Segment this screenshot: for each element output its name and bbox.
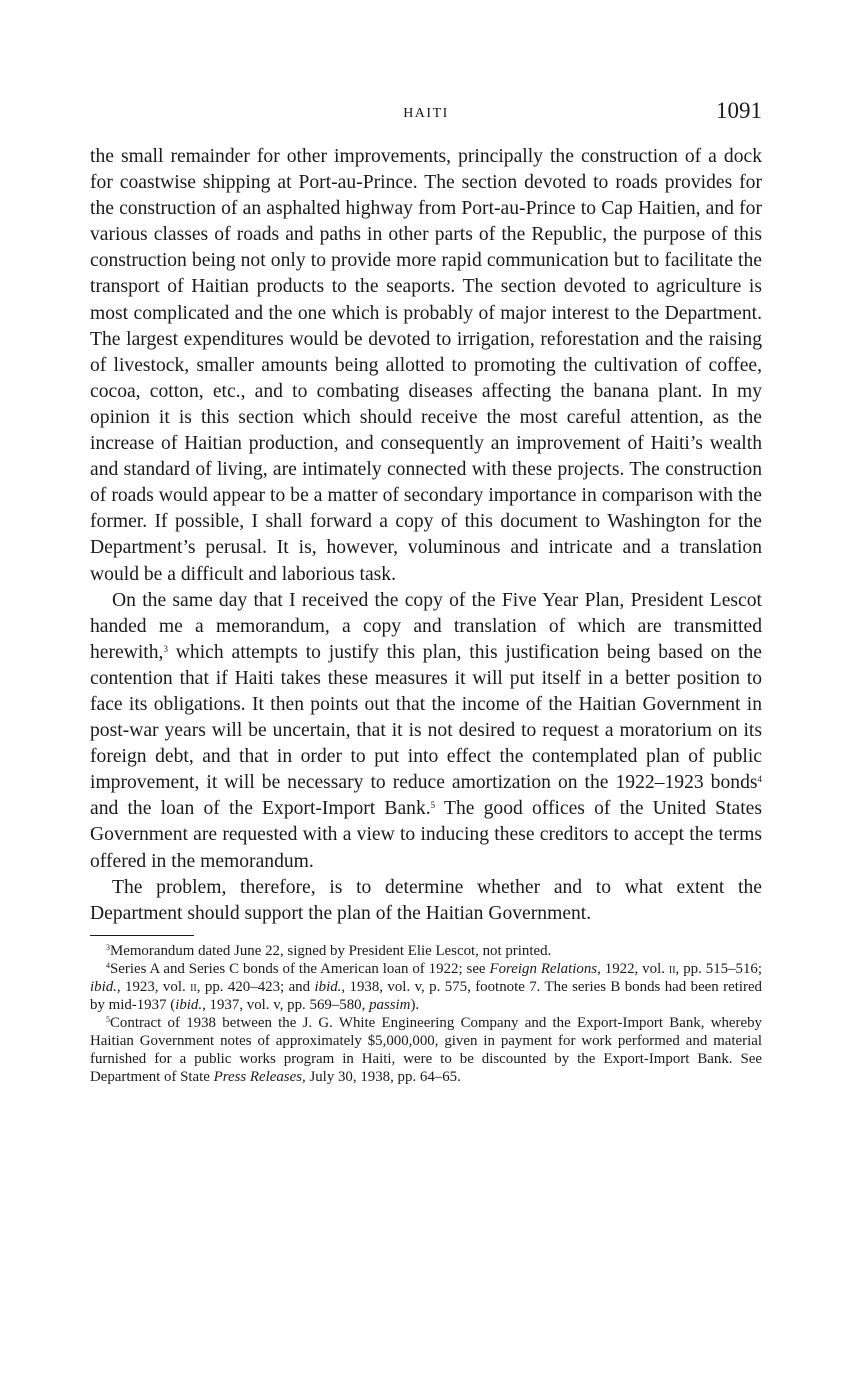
footnote-4-passim: passim xyxy=(369,996,411,1013)
footnote-5 xyxy=(90,1014,762,1086)
footnote-mark-3: 3 xyxy=(106,942,110,952)
footnote-4-text-d: , 1923, vol. xyxy=(116,978,191,995)
paragraph-3: The problem, therefore, is to determine whether and to what extent the Department should support the plan of the Haitian Government. xyxy=(90,876,762,924)
footnote-4-ibid-2: ibid. xyxy=(314,978,342,995)
footnote-mark-5: 5 xyxy=(106,1014,110,1024)
footnote-4-text-a: Series A and Series C bonds of the American loan of 1922; see xyxy=(110,960,490,977)
paragraph-2-text-d: The good offices of the United States Government are requested with a view to inducing these creditors to accept the terms offered in the memorandum. xyxy=(90,798,762,872)
paragraph-2-text-b: which attempts to justify this plan, this justification being based on the contention that if Haiti takes these measures it will put itself in a better position to face its obligations. It then points out that the income of the Haitian Government in post-war years will be uncertain, that it is not desired to request a moratorium on its foreign debt, and that in order to put into effect the contemplated plan of public improvement, it will be necessary to reduce amortization on the 1922–1923 bonds xyxy=(90,641,762,794)
footnote-5-text-a: Contract of 1938 between the J. G. White Engineering Company and the Export-Import Bank, whereby Haitian Government notes of approximately $5,000,000, given in payment for work performed and material furnished for a public works program in Haiti, were to be discounted by the Export-Import Bank. See Department of State xyxy=(90,1014,762,1085)
footnote-3-text: Memorandum dated June 22, signed by President Elie Lescot, not printed. xyxy=(110,942,552,959)
page-number: 1091 xyxy=(716,98,762,123)
footnote-4-text-g: , 1937, vol. v, pp. 569–580, xyxy=(202,996,370,1013)
footnote-mark-4: 4 xyxy=(106,960,110,970)
footnote-4-text-b: , 1922, vol. xyxy=(597,960,669,977)
paragraph-1: the small remainder for other improvements, principally the construction of a dock for coastwise shipping at Port-au-Prince. The section devoted to roads provides for the construction of an asphalted highway from Port-au-Prince to Cap Haitien, and for various classes of roads and paths in other parts of the Republic, the purpose of this construction being not only to provide more rapid communication but to facilitate the transport of Haitian products to the seaports. The section devoted to agriculture is most complicated and the one which is probably of major interest to the Department. The largest expenditures would be devoted to irrigation, reforestation and the raising of livestock, smaller amounts being allotted to promoting the cultivation of coffee, cocoa, cotton, etc., and to combating diseases affecting the banana plant. In my opinion it is this section which should receive the most careful attention, as the increase of Haitian production, and consequently an improvement of Haiti’s wealth and standard of living, are intimately connected with these projects. The construction of roads would appear to be a matter of secondary importance in comparison with the former. If possible, I shall forward a copy of this document to Washington for the Department’s perusal. It is, however, voluminous and intricate and a translation would be a difficult and laborious task. xyxy=(90,146,762,585)
footnote-ref-3: 3 xyxy=(163,643,168,654)
footnote-4-title: Foreign Relations xyxy=(489,960,598,977)
paragraph-2 xyxy=(90,588,762,875)
footnote-4-vol-2: ii xyxy=(190,978,197,995)
footnote-rule xyxy=(90,935,194,936)
footnote-4-text-c: , pp. 515–516; xyxy=(675,960,763,977)
footnotes xyxy=(90,942,762,1086)
footnote-ref-4: 4 xyxy=(757,774,762,785)
page-header xyxy=(90,100,762,134)
footnote-4-vol-1: ii xyxy=(668,960,676,977)
document-page xyxy=(90,100,762,1086)
running-head: HAITI xyxy=(403,106,449,121)
footnote-4-ibid-1: ibid. xyxy=(90,978,117,995)
footnote-4-text-h: ). xyxy=(410,996,420,1013)
footnote-4 xyxy=(90,960,762,1014)
footnote-5-title: Press Releases xyxy=(213,1068,302,1085)
body-text xyxy=(90,144,762,927)
footnote-4-ibid-3: ibid. xyxy=(175,996,203,1013)
footnote-5-text-b: , July 30, 1938, pp. 64–65. xyxy=(302,1068,461,1085)
paragraph-2-text-c: and the loan of the Export-Import Bank. xyxy=(90,798,431,820)
footnote-ref-5: 5 xyxy=(430,800,436,811)
footnote-4-text-e: , pp. 420–423; and xyxy=(196,978,315,995)
footnote-4-text-f: , 1938, vol. v, p. 575, footnote 7. The series B bonds had been retired by mid-1937 ( xyxy=(90,978,762,1013)
footnote-3 xyxy=(90,942,762,960)
paragraph-2-text-a: On the same day that I received the copy of the Five Year Plan, President Lescot handed me a memorandum, a copy and translation of which are transmitted herewith, xyxy=(90,589,762,663)
